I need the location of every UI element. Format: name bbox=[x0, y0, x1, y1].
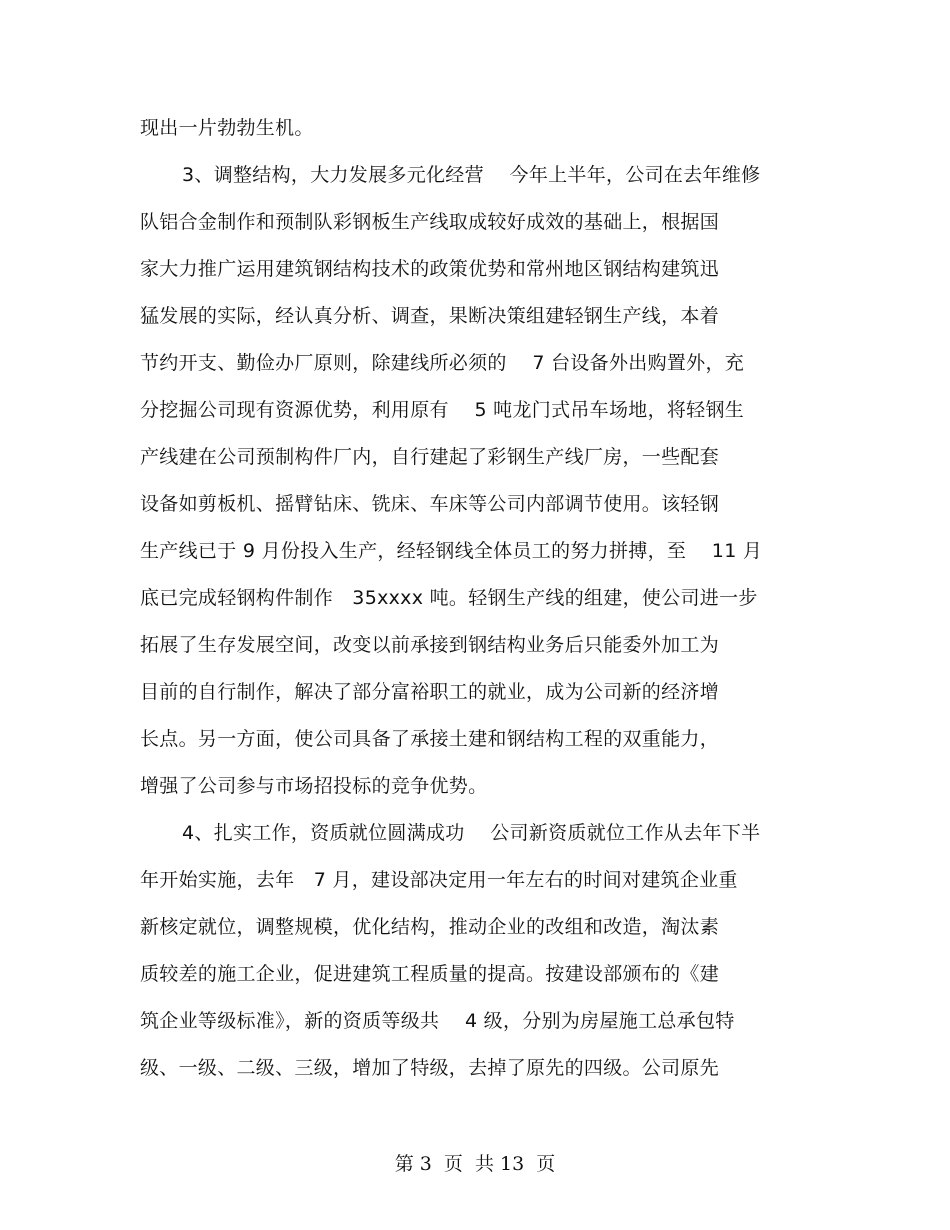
text-line: 年开始实施，去年 7 月，建设部决定用一年左右的时间对建筑企业重 bbox=[140, 869, 738, 891]
text-line: 筑企业等级标准》，新的资质等级共 4 级，分别为房屋施工总承包特 bbox=[140, 1010, 735, 1032]
page-number-footer: 第 3 页 共 13 页 bbox=[394, 1153, 556, 1175]
text-line: 生产线已于 9 月份投入生产，经轻钢线全体员工的努力拼搏，至 11 月 bbox=[140, 540, 763, 562]
text-line: 底已完成轻钢构件制作 35xxxx 吨。轻钢生产线的组建，使公司进一步 bbox=[140, 587, 758, 609]
text-line: 新核定就位，调整规模，优化结构，推动企业的改组和改造，淘汰素 bbox=[140, 916, 720, 938]
text-line: 增强了公司参与市场招投标的竞争优势。 bbox=[140, 775, 488, 797]
text-line: 设备如剪板机、摇臂钻床、铣床、车床等公司内部调节使用。该轻钢 bbox=[140, 493, 720, 515]
text-line: 拓展了生存发展空间，改变以前承接到钢结构业务后只能委外加工为 bbox=[140, 634, 720, 656]
text-line: 长点。另一方面，使公司具备了承接土建和钢结构工程的双重能力， bbox=[140, 728, 720, 750]
text-line: 队铝合金制作和预制队彩钢板生产线取成较好成效的基础上，根据国 bbox=[140, 211, 720, 233]
paragraph-heading-line: 3、调整结构，大力发展多元化经营 今年上半年，公司在去年维修 bbox=[182, 164, 761, 186]
text-line: 分挖掘公司现有资源优势，利用原有 5 吨龙门式吊车场地，将轻钢生 bbox=[140, 399, 745, 421]
text-line: 现出一片勃勃生机。 bbox=[140, 117, 314, 139]
paragraph-heading-line: 4、扎实工作，资质就位圆满成功 公司新资质就位工作从去年下半 bbox=[182, 822, 761, 844]
text-line: 质较差的施工企业，促进建筑工程质量的提高。按建设部颁布的《建 bbox=[140, 963, 720, 985]
text-line: 节约开支、勤俭办厂原则，除建线所必须的 7 台设备外出购置外，充 bbox=[140, 352, 745, 374]
text-line: 家大力推广运用建筑钢结构技术的政策优势和常州地区钢结构建筑迅 bbox=[140, 258, 720, 280]
text-line: 产线建在公司预制构件厂内，自行建起了彩钢生产线厂房，一些配套 bbox=[140, 446, 720, 468]
text-line: 猛发展的实际，经认真分析、调查，果断决策组建轻钢生产线，本着 bbox=[140, 305, 720, 327]
text-line: 目前的自行制作，解决了部分富裕职工的就业，成为公司新的经济增 bbox=[140, 681, 720, 703]
text-line: 级、一级、二级、三级，增加了特级，去掉了原先的四级。公司原先 bbox=[140, 1057, 720, 1079]
